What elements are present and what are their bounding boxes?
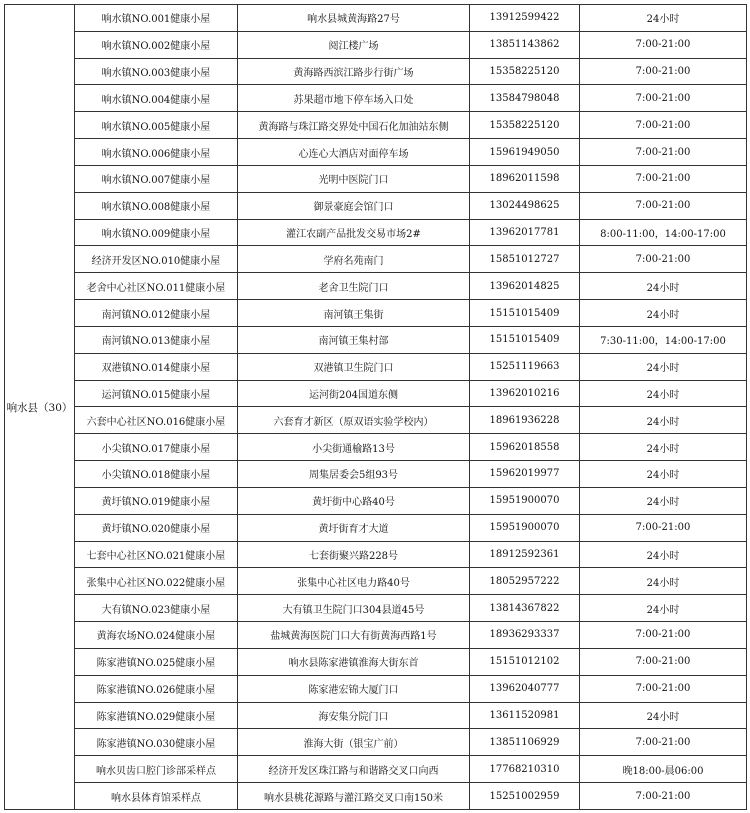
table-row xyxy=(5,273,747,300)
table-row xyxy=(5,541,747,568)
address-cell: 老舍卫生院门口 xyxy=(238,273,470,300)
phone-cell: 13962014825 xyxy=(470,273,580,300)
site-name-cell: 经济开发区NO.010健康小屋 xyxy=(75,246,238,273)
phone-cell: 13584798048 xyxy=(470,85,580,112)
site-name-cell: 响水县体育馆采样点 xyxy=(75,783,238,810)
address-cell: 阅江楼广场 xyxy=(238,31,470,58)
phone-cell: 13024498625 xyxy=(470,192,580,219)
site-name-cell: 老舍中心社区NO.011健康小屋 xyxy=(75,273,238,300)
address-cell: 黄海路西滨江路步行街广场 xyxy=(238,58,470,85)
site-name-cell: 小尖镇NO.017健康小屋 xyxy=(75,434,238,461)
table-row xyxy=(5,246,747,273)
hours-cell: 7:00-21:00 xyxy=(580,85,747,112)
hours-cell: 24小时 xyxy=(580,461,747,488)
site-name-cell: 响水镇NO.005健康小屋 xyxy=(75,112,238,139)
phone-cell: 18961936228 xyxy=(470,407,580,434)
phone-cell: 15358225120 xyxy=(470,58,580,85)
site-name-cell: 双港镇NO.014健康小屋 xyxy=(75,353,238,380)
table-row xyxy=(5,675,747,702)
site-name-cell: 六套中心社区NO.016健康小屋 xyxy=(75,407,238,434)
hours-cell: 7:30-11:00，14:00-17:00 xyxy=(580,326,747,353)
address-cell: 海安集分院门口 xyxy=(238,702,470,729)
address-cell: 经济开发区珠江路与和谐路交叉口向西 xyxy=(238,756,470,783)
testing-sites-table xyxy=(4,4,747,810)
address-cell: 心连心大酒店对面停车场 xyxy=(238,139,470,166)
hours-cell: 7:00-21:00 xyxy=(580,58,747,85)
table-body xyxy=(5,5,747,810)
address-cell: 响水县城黄海路27号 xyxy=(238,5,470,32)
table-row xyxy=(5,300,747,327)
hours-cell: 7:00-21:00 xyxy=(580,192,747,219)
table-row xyxy=(5,85,747,112)
address-cell: 陈家港宏锦大厦门口 xyxy=(238,675,470,702)
site-name-cell: 南河镇NO.013健康小屋 xyxy=(75,326,238,353)
table-row xyxy=(5,165,747,192)
phone-cell: 13851106929 xyxy=(470,729,580,756)
table-row xyxy=(5,622,747,649)
table-row xyxy=(5,487,747,514)
address-cell: 响水县桃花源路与灌江路交叉口南150米 xyxy=(238,783,470,810)
phone-cell: 13962010216 xyxy=(470,380,580,407)
table-row xyxy=(5,756,747,783)
hours-cell: 晚18:00-晨06:00 xyxy=(580,756,747,783)
table-row xyxy=(5,514,747,541)
phone-cell: 15151015409 xyxy=(470,326,580,353)
site-name-cell: 陈家港镇NO.030健康小屋 xyxy=(75,729,238,756)
phone-cell: 13962040777 xyxy=(470,675,580,702)
hours-cell: 7:00-21:00 xyxy=(580,729,747,756)
phone-cell: 15851012727 xyxy=(470,246,580,273)
address-cell: 苏果超市地下停车场入口处 xyxy=(238,85,470,112)
table-row xyxy=(5,434,747,461)
address-cell: 六套育才新区（原双语实验学校内） xyxy=(238,407,470,434)
site-name-cell: 黄圩镇NO.020健康小屋 xyxy=(75,514,238,541)
table-row xyxy=(5,5,747,32)
hours-cell: 7:00-21:00 xyxy=(580,783,747,810)
site-name-cell: 张集中心社区NO.022健康小屋 xyxy=(75,568,238,595)
address-cell: 运河街204国道东侧 xyxy=(238,380,470,407)
site-name-cell: 响水镇NO.002健康小屋 xyxy=(75,31,238,58)
table-row xyxy=(5,595,747,622)
address-cell: 灌江农副产品批发交易市场2# xyxy=(238,219,470,246)
address-cell: 七套街聚兴路228号 xyxy=(238,541,470,568)
phone-cell: 18912592361 xyxy=(470,541,580,568)
phone-cell: 15251002959 xyxy=(470,783,580,810)
site-name-cell: 南河镇NO.012健康小屋 xyxy=(75,300,238,327)
phone-cell: 13611520981 xyxy=(470,702,580,729)
site-name-cell: 响水镇NO.006健康小屋 xyxy=(75,139,238,166)
site-name-cell: 陈家港镇NO.026健康小屋 xyxy=(75,675,238,702)
table-row xyxy=(5,219,747,246)
hours-cell: 7:00-21:00 xyxy=(580,165,747,192)
address-cell: 黄圩街中心路40号 xyxy=(238,487,470,514)
hours-cell: 24小时 xyxy=(580,541,747,568)
table-row xyxy=(5,407,747,434)
phone-cell: 18052957222 xyxy=(470,568,580,595)
hours-cell: 7:00-21:00 xyxy=(580,675,747,702)
hours-cell: 24小时 xyxy=(580,595,747,622)
hours-cell: 24小时 xyxy=(580,702,747,729)
site-name-cell: 响水镇NO.001健康小屋 xyxy=(75,5,238,32)
table-row xyxy=(5,461,747,488)
address-cell: 周集居委会5组93号 xyxy=(238,461,470,488)
address-cell: 南河镇王集街 xyxy=(238,300,470,327)
site-name-cell: 响水贝齿口腔门诊部采样点 xyxy=(75,756,238,783)
hours-cell: 7:00-21:00 xyxy=(580,622,747,649)
site-name-cell: 小尖镇NO.018健康小屋 xyxy=(75,461,238,488)
table-row xyxy=(5,326,747,353)
phone-cell: 13814367822 xyxy=(470,595,580,622)
address-cell: 学府名苑南门 xyxy=(238,246,470,273)
hours-cell: 7:00-21:00 xyxy=(580,112,747,139)
hours-cell: 24小时 xyxy=(580,568,747,595)
site-name-cell: 黄圩镇NO.019健康小屋 xyxy=(75,487,238,514)
hours-cell: 24小时 xyxy=(580,407,747,434)
table-row xyxy=(5,353,747,380)
phone-cell: 13912599422 xyxy=(470,5,580,32)
site-name-cell: 响水镇NO.008健康小屋 xyxy=(75,192,238,219)
address-cell: 黄圩街育才大道 xyxy=(238,514,470,541)
phone-cell: 15961949050 xyxy=(470,139,580,166)
address-cell: 张集中心社区电力路40号 xyxy=(238,568,470,595)
site-name-cell: 七套中心社区NO.021健康小屋 xyxy=(75,541,238,568)
site-name-cell: 响水镇NO.004健康小屋 xyxy=(75,85,238,112)
address-cell: 大有镇卫生院门口304县道45号 xyxy=(238,595,470,622)
table-row xyxy=(5,139,747,166)
table-row xyxy=(5,702,747,729)
phone-cell: 15951900070 xyxy=(470,487,580,514)
address-cell: 淮海大街（银宝广前） xyxy=(238,729,470,756)
table-row xyxy=(5,568,747,595)
site-name-cell: 黄海农场NO.024健康小屋 xyxy=(75,622,238,649)
hours-cell: 24小时 xyxy=(580,5,747,32)
hours-cell: 24小时 xyxy=(580,434,747,461)
table-row xyxy=(5,380,747,407)
hours-cell: 7:00-21:00 xyxy=(580,31,747,58)
site-name-cell: 陈家港镇NO.029健康小屋 xyxy=(75,702,238,729)
address-cell: 光明中医院门口 xyxy=(238,165,470,192)
phone-cell: 15962018558 xyxy=(470,434,580,461)
site-name-cell: 响水镇NO.003健康小屋 xyxy=(75,58,238,85)
table-row xyxy=(5,192,747,219)
table-row xyxy=(5,729,747,756)
county-cell: 响水县（30） xyxy=(5,5,75,810)
phone-cell: 15951900070 xyxy=(470,514,580,541)
address-cell: 盐城黄海医院门口大有街黄海西路1号 xyxy=(238,622,470,649)
address-cell: 南河镇王集村部 xyxy=(238,326,470,353)
table-row xyxy=(5,58,747,85)
phone-cell: 15251119663 xyxy=(470,353,580,380)
table-row xyxy=(5,783,747,810)
phone-cell: 15358225120 xyxy=(470,112,580,139)
table-row xyxy=(5,31,747,58)
phone-cell: 15151012102 xyxy=(470,648,580,675)
phone-cell: 13962017781 xyxy=(470,219,580,246)
hours-cell: 7:00-21:00 xyxy=(580,514,747,541)
table-row xyxy=(5,112,747,139)
address-cell: 御景豪庭会馆门口 xyxy=(238,192,470,219)
hours-cell: 24小时 xyxy=(580,353,747,380)
address-cell: 小尖街通榆路13号 xyxy=(238,434,470,461)
address-cell: 双港镇卫生院门口 xyxy=(238,353,470,380)
hours-cell: 24小时 xyxy=(580,273,747,300)
phone-cell: 15151015409 xyxy=(470,300,580,327)
hours-cell: 24小时 xyxy=(580,380,747,407)
site-name-cell: 陈家港镇NO.025健康小屋 xyxy=(75,648,238,675)
phone-cell: 18962011598 xyxy=(470,165,580,192)
phone-cell: 13851143862 xyxy=(470,31,580,58)
hours-cell: 8:00-11:00，14:00-17:00 xyxy=(580,219,747,246)
address-cell: 响水县陈家港镇淮海大街东首 xyxy=(238,648,470,675)
hours-cell: 24小时 xyxy=(580,300,747,327)
phone-cell: 17768210310 xyxy=(470,756,580,783)
phone-cell: 18936293337 xyxy=(470,622,580,649)
site-name-cell: 响水镇NO.007健康小屋 xyxy=(75,165,238,192)
hours-cell: 7:00-21:00 xyxy=(580,648,747,675)
site-name-cell: 运河镇NO.015健康小屋 xyxy=(75,380,238,407)
hours-cell: 7:00-21:00 xyxy=(580,139,747,166)
hours-cell: 24小时 xyxy=(580,487,747,514)
hours-cell: 7:00-21:00 xyxy=(580,246,747,273)
site-name-cell: 大有镇NO.023健康小屋 xyxy=(75,595,238,622)
address-cell: 黄海路与珠江路交界处中国石化加油站东侧 xyxy=(238,112,470,139)
table-row xyxy=(5,648,747,675)
phone-cell: 15962019977 xyxy=(470,461,580,488)
site-name-cell: 响水镇NO.009健康小屋 xyxy=(75,219,238,246)
